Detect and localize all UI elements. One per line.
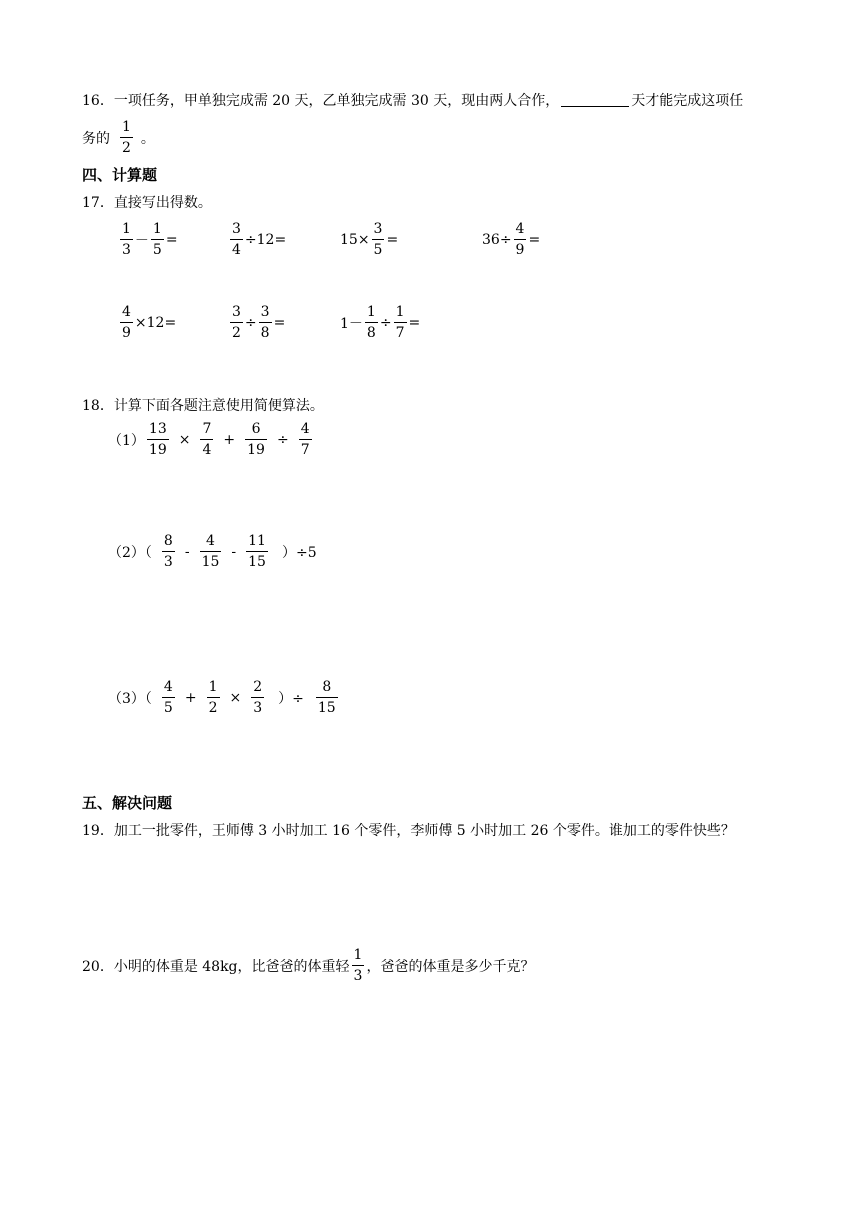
equals: = — [408, 314, 421, 331]
equals: = — [165, 231, 178, 248]
denominator: 5 — [163, 700, 173, 716]
numerator: 1 — [151, 222, 164, 240]
operator: × — [229, 689, 242, 706]
numerator: 3 — [259, 305, 272, 323]
fraction — [200, 422, 213, 457]
denominator: 8 — [366, 325, 376, 341]
q17-item-5 — [118, 305, 176, 340]
problem-mid: ）÷ — [278, 690, 304, 707]
denominator: 8 — [260, 325, 270, 341]
q18-problem-2 — [108, 534, 317, 569]
fraction — [230, 305, 243, 340]
fraction — [246, 534, 268, 569]
question-16-period: 。 — [140, 130, 155, 147]
fraction — [316, 680, 338, 715]
denominator: 3 — [253, 700, 263, 716]
numerator: 3 — [230, 305, 243, 323]
numerator: 1 — [365, 305, 378, 323]
denominator: 5 — [373, 242, 383, 258]
fraction — [200, 534, 222, 569]
numerator: 7 — [200, 422, 213, 440]
q17-item-3 — [340, 222, 398, 257]
operator: ÷ — [244, 314, 257, 331]
problem-tail: ）÷5 — [281, 544, 317, 561]
operator-tail: ×12= — [134, 314, 177, 331]
operator: - — [184, 543, 190, 560]
question-16-text: 16．一项任务，甲单独完成需 20 天，乙单独完成需 30 天，现由两人合作， — [82, 93, 560, 109]
fraction — [514, 222, 527, 257]
fraction — [394, 305, 407, 340]
q17-item-4 — [482, 222, 540, 257]
operator-pre: 36÷ — [482, 231, 512, 248]
question-20-text-tail: ，爸爸的体重是多少千克？ — [366, 958, 535, 975]
numerator: 1 — [120, 120, 133, 138]
operator: ÷ — [379, 314, 392, 331]
operator: ÷ — [276, 431, 289, 448]
numerator: 4 — [299, 422, 312, 440]
denominator: 3 — [163, 554, 173, 570]
numerator: 11 — [246, 534, 268, 552]
operator-pre: 1－ — [340, 315, 363, 332]
numerator: 3 — [372, 222, 385, 240]
fraction — [230, 222, 243, 257]
fraction — [352, 948, 365, 983]
denominator: 3 — [122, 242, 131, 258]
section-heading-5: 五、解决问题 — [82, 794, 173, 812]
numerator: 4 — [162, 680, 175, 698]
denominator: 15 — [317, 700, 336, 716]
equals: = — [273, 314, 286, 331]
fraction — [207, 680, 220, 715]
denominator: 15 — [201, 554, 220, 570]
q18-problem-1 — [108, 422, 314, 457]
fraction — [372, 222, 385, 257]
problem-label: （2）（ — [108, 544, 152, 561]
denominator: 4 — [202, 442, 212, 458]
numerator: 1 — [120, 222, 133, 240]
question-16-line1 — [82, 90, 743, 110]
numerator: 1 — [352, 948, 365, 966]
fraction — [120, 305, 133, 340]
denominator: 19 — [148, 442, 167, 458]
equals: = — [528, 231, 541, 248]
question-17-title: 17．直接写出得数。 — [82, 195, 212, 211]
denominator: 15 — [248, 554, 266, 570]
question-20 — [82, 948, 534, 983]
denominator: 2 — [232, 325, 241, 341]
fraction — [120, 222, 133, 257]
fraction — [259, 305, 272, 340]
operator-tail: ÷12= — [244, 231, 287, 248]
denominator: 19 — [247, 442, 265, 458]
numerator: 2 — [251, 680, 264, 698]
q17-item-6 — [228, 305, 285, 340]
numerator: 1 — [394, 305, 407, 323]
numerator: 8 — [316, 680, 338, 698]
operator: × — [178, 431, 191, 448]
q17-item-1 — [118, 222, 178, 257]
question-16-line2-text: 务的 — [82, 130, 110, 147]
question-20-text: 20．小明的体重是 48kg，比爸爸的体重轻 — [82, 958, 350, 975]
denominator: 2 — [122, 140, 131, 156]
denominator: 4 — [232, 242, 241, 258]
denominator: 9 — [122, 325, 131, 341]
numerator: 4 — [514, 222, 527, 240]
denominator: 5 — [152, 242, 162, 258]
numerator: 4 — [120, 305, 133, 323]
fraction — [151, 222, 164, 257]
denominator: 9 — [515, 242, 525, 258]
fraction — [245, 422, 267, 457]
denominator: 7 — [395, 325, 405, 341]
denominator: 3 — [353, 968, 363, 984]
numerator: 1 — [207, 680, 220, 698]
fraction — [162, 680, 175, 715]
numerator: 6 — [245, 422, 267, 440]
fraction — [365, 305, 378, 340]
numerator: 8 — [162, 534, 175, 552]
operator-pre: 15× — [340, 231, 370, 248]
answer-blank[interactable] — [561, 92, 629, 107]
problem-label: （1） — [108, 432, 145, 449]
numerator: 4 — [200, 534, 222, 552]
denominator: 7 — [300, 442, 310, 458]
q17-item-2 — [228, 222, 286, 257]
q17-item-7 — [340, 305, 420, 340]
question-16-line2 — [82, 120, 155, 155]
fraction — [299, 422, 312, 457]
operator: + — [184, 689, 197, 706]
question-19: 19．加工一批零件，王师傅 3 小时加工 16 个零件，李师傅 5 小时加工 26 个零件。谁加工的零件快些？ — [82, 823, 735, 839]
numerator: 3 — [230, 222, 243, 240]
fraction — [120, 120, 133, 155]
equals: = — [386, 231, 399, 248]
question-16-text-tail: 天才能完成这项任 — [631, 93, 744, 109]
denominator: 2 — [208, 700, 218, 716]
q18-problem-3 — [108, 680, 340, 715]
problem-label: （3）（ — [108, 690, 152, 707]
operator: - — [231, 543, 237, 560]
section-heading-4: 四、计算题 — [82, 166, 158, 184]
fraction — [251, 680, 264, 715]
fraction — [147, 422, 169, 457]
operator: + — [223, 431, 236, 448]
numerator: 13 — [147, 422, 169, 440]
operator: － — [134, 232, 149, 249]
fraction — [162, 534, 175, 569]
question-18-title: 18．计算下面各题注意使用简便算法。 — [82, 398, 324, 414]
